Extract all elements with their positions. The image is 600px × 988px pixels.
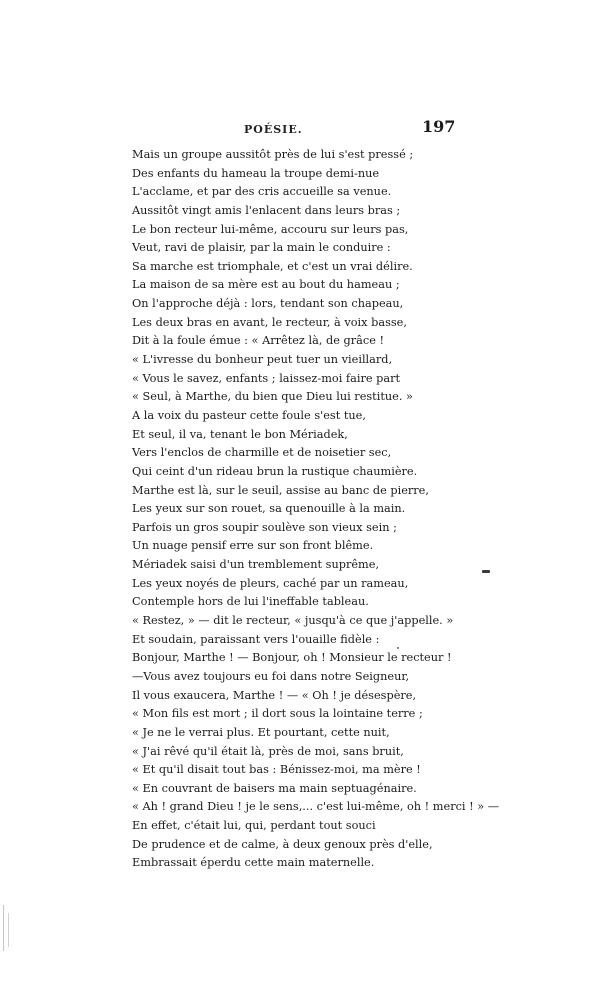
poem-line: Veut, ravi de plaisir, par la main le conduire : bbox=[132, 241, 391, 255]
poem-line: « Et qu'il disait tout bas : Bénissez-moi, ma mère ! bbox=[132, 763, 421, 777]
poem-line: De prudence et de calme, à deux genoux près d'elle, bbox=[132, 837, 433, 851]
poem-line: Et seul, il va, tenant le bon Mériadek, bbox=[132, 427, 348, 441]
poem-line: Parfois un gros soupir soulève son vieux sein ; bbox=[132, 520, 397, 534]
poem-line: Dit à la foule émue : « Arrêtez là, de grâce ! bbox=[132, 334, 385, 348]
poem-line: « En couvrant de baisers ma main septuagénaire. bbox=[132, 781, 417, 795]
margin-ink-mark bbox=[482, 570, 490, 573]
poem-line: A la voix du pasteur cette foule s'est tue, bbox=[132, 408, 366, 422]
poem-line: « Je ne le verrai plus. Et pourtant, cette nuit, bbox=[132, 725, 390, 739]
poem-line: Et soudain, paraissant vers l'ouaille fidèle : bbox=[132, 632, 380, 646]
poem-line: On l'approche déjà : lors, tendant son chapeau, bbox=[132, 297, 404, 311]
running-title: POÉSIE. bbox=[244, 123, 303, 136]
page-edge-mark bbox=[8, 913, 9, 947]
poem-line: Les deux bras en avant, le recteur, à voix basse, bbox=[132, 315, 407, 329]
poem-line: « L'ivresse du bonheur peut tuer un vieillard, bbox=[132, 353, 393, 367]
poem-line: La maison de sa mère est au bout du hameau ; bbox=[132, 278, 400, 292]
poem-line: « Restez, » — dit le recteur, « jusqu'à ce que j'appelle. » bbox=[132, 614, 454, 628]
poem-line: Des enfants du hameau la troupe demi-nue bbox=[132, 166, 380, 180]
poem-line: Embrassait éperdu cette main maternelle. bbox=[132, 856, 375, 870]
poem-line: « J'ai rêvé qu'il était là, près de moi, sans bruit, bbox=[132, 744, 404, 758]
poem-line: Vers l'enclos de charmille et de noisetier sec, bbox=[132, 446, 392, 460]
ink-speck bbox=[397, 647, 399, 649]
poem-line: Marthe est là, sur le seuil, assise au banc de pierre, bbox=[132, 483, 429, 497]
poem-line: Le bon recteur lui-même, accouru sur leurs pas, bbox=[132, 222, 409, 236]
poem-line: Aussitôt vingt amis l'enlacent dans leurs bras ; bbox=[132, 203, 401, 217]
poem-line: « Vous le savez, enfants ; laissez-moi faire part bbox=[132, 371, 401, 385]
poem-line: En effet, c'était lui, qui, perdant tout souci bbox=[132, 819, 376, 833]
page-edge-mark bbox=[3, 905, 4, 951]
poem-text bbox=[132, 146, 500, 873]
page-number: 197 bbox=[422, 117, 456, 136]
poem-line: « Mon fils est mort ; il dort sous la lointaine terre ; bbox=[132, 707, 423, 721]
poem-line: Mériadek saisi d'un tremblement suprême, bbox=[132, 558, 380, 572]
poem-line: —Vous avez toujours eu foi dans notre Seigneur, bbox=[132, 669, 410, 683]
poem-line: Un nuage pensif erre sur son front blême. bbox=[132, 539, 374, 553]
poem-line: Mais un groupe aussitôt près de lui s'est pressé ; bbox=[132, 148, 414, 161]
poem-line: Il vous exaucera, Marthe ! — « Oh ! je désespère, bbox=[132, 688, 417, 702]
poem-line: Qui ceint d'un rideau brun la rustique chaumière. bbox=[132, 464, 418, 478]
poem-line: Contemple hors de lui l'ineffable tableau. bbox=[132, 595, 369, 609]
poem-line: Bonjour, Marthe ! — Bonjour, oh ! Monsieur le recteur ! bbox=[132, 651, 452, 665]
poem-line: « Seul, à Marthe, du bien que Dieu lui restitue. » bbox=[132, 390, 413, 404]
poem-line: L'acclame, et par des cris accueille sa venue. bbox=[132, 185, 392, 199]
poem-line: Les yeux noyés de pleurs, caché par un rameau, bbox=[132, 576, 409, 590]
poem-line: Sa marche est triomphale, et c'est un vrai délire. bbox=[132, 259, 413, 273]
poem-line: « Ah ! grand Dieu ! je le sens,... c'est lui-même, oh ! merci ! » — bbox=[132, 800, 500, 814]
poem-line: Les yeux sur son rouet, sa quenouille à la main. bbox=[132, 502, 406, 516]
